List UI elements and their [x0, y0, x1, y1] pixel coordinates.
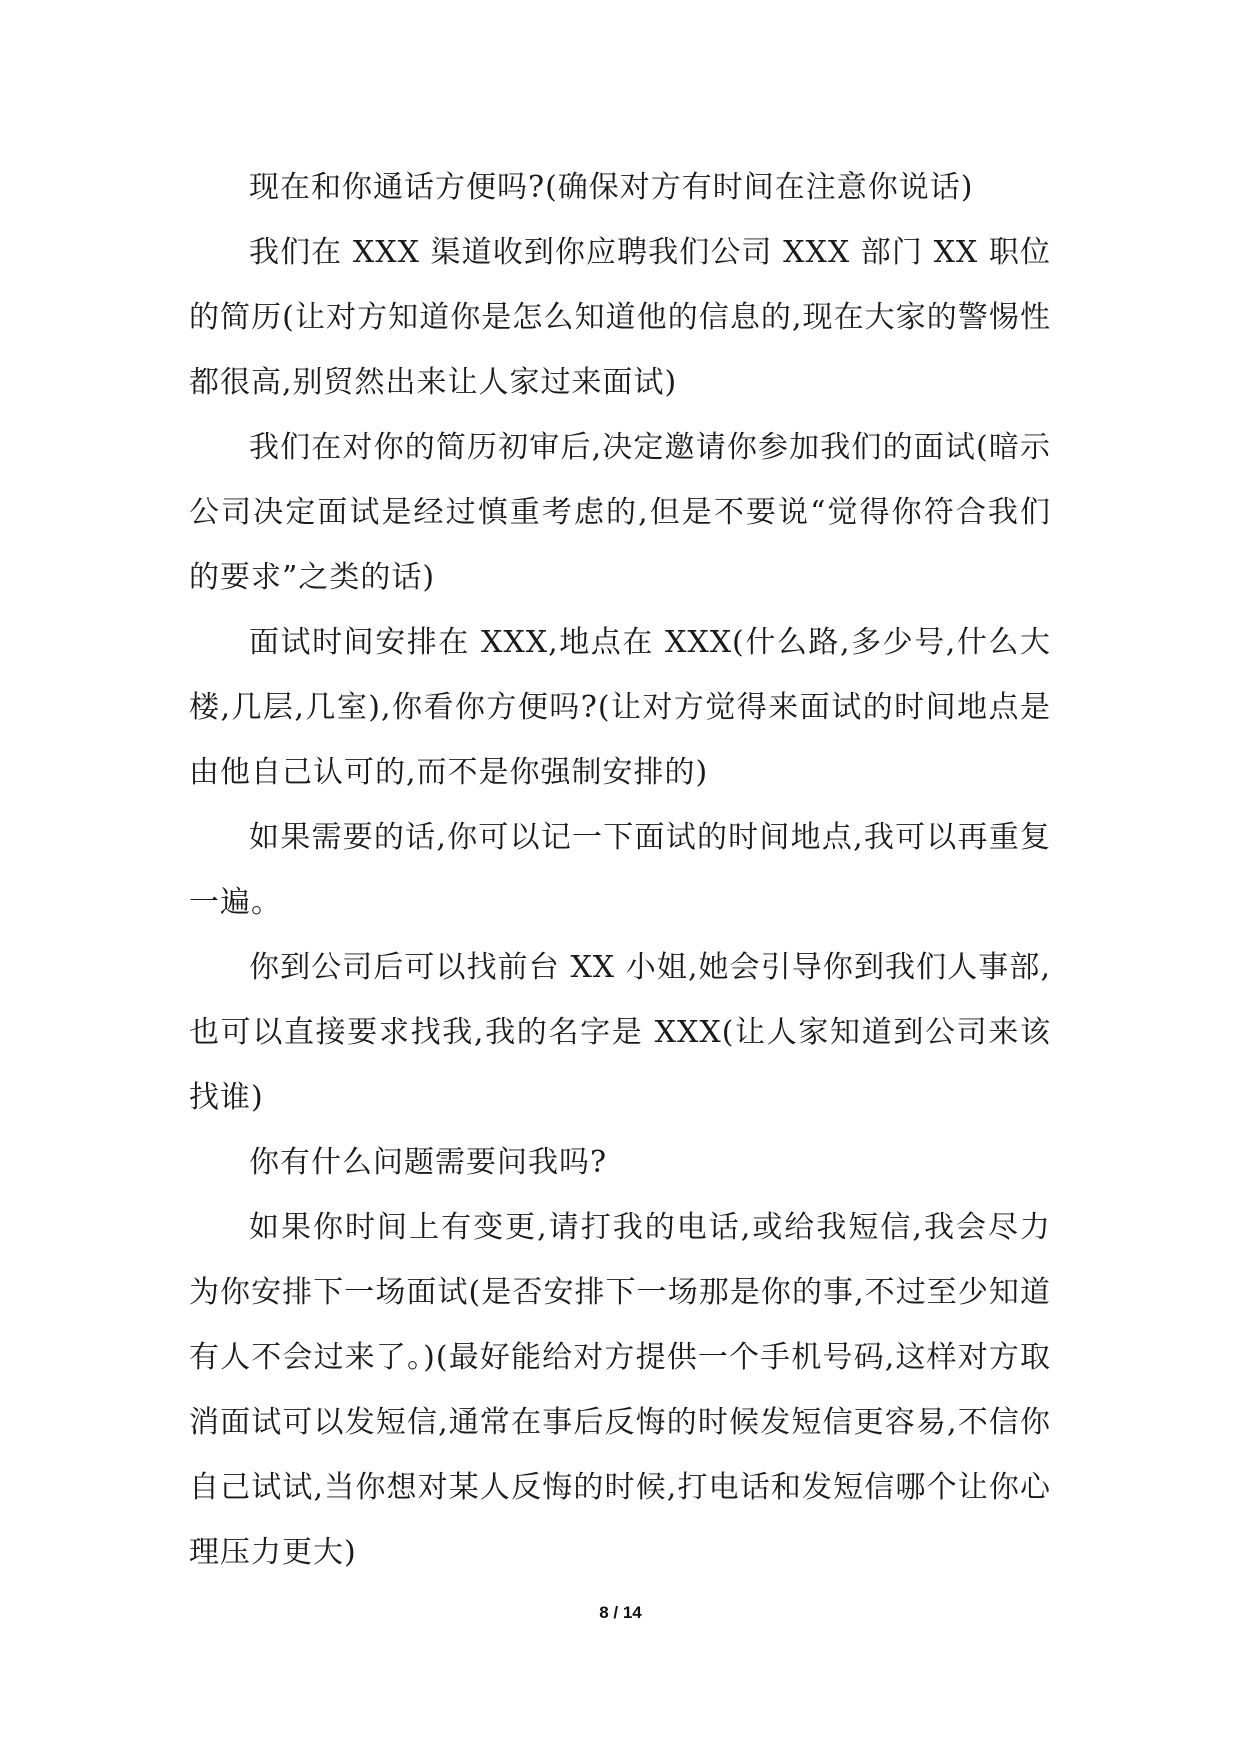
paragraph: 现在和你通话方便吗?(确保对方有时间在注意你说话): [249, 170, 974, 205]
paragraph: 我们在 XXX 渠道收到你应聘我们公司 XXX 部门 XX 职位的简历(让对方知道你是怎么知道他的信息的,现在大家的警惕性都很高,别贸然出来让人家过来面试): [189, 235, 1051, 400]
paragraph: 你到公司后可以找前台 XX 小姐,她会引导你到我们人事部,也可以直接要求找我,我的名字是 XXX(让人家知道到公司来该找谁): [189, 950, 1051, 1115]
page-number: 8 / 14: [599, 1603, 642, 1622]
paragraph: 如果需要的话,你可以记一下面试的时间地点,我可以再重复一遍。: [189, 820, 1051, 920]
paragraph: 你有什么问题需要问我吗?: [249, 1145, 608, 1180]
paragraph: 如果你时间上有变更,请打我的电话,或给我短信,我会尽力为你安排下一场面试(是否安排下一场那是你的事,不过至少知道有人不会过来了。)(最好能给对方提供一个手机号码,这样对方取消面试可以发短信,通常在事后反悔的时候发短信更容易,不信你自己试试,当你想对某人反悔的时候,打电话和发短信哪个让你心理压力更大): [189, 1210, 1051, 1570]
paragraph: 我们在对你的简历初审后,决定邀请你参加我们的面试(暗示公司决定面试是经过慎重考虑的,但是不要说“觉得你符合我们的要求”之类的话): [189, 430, 1051, 595]
paragraph: 面试时间安排在 XXX,地点在 XXX(什么路,多少号,什么大楼,几层,几室),你看你方便吗?(让对方觉得来面试的时间地点是由他自己认可的,而不是你强制安排的): [189, 625, 1051, 790]
document-body: [189, 155, 1051, 1585]
